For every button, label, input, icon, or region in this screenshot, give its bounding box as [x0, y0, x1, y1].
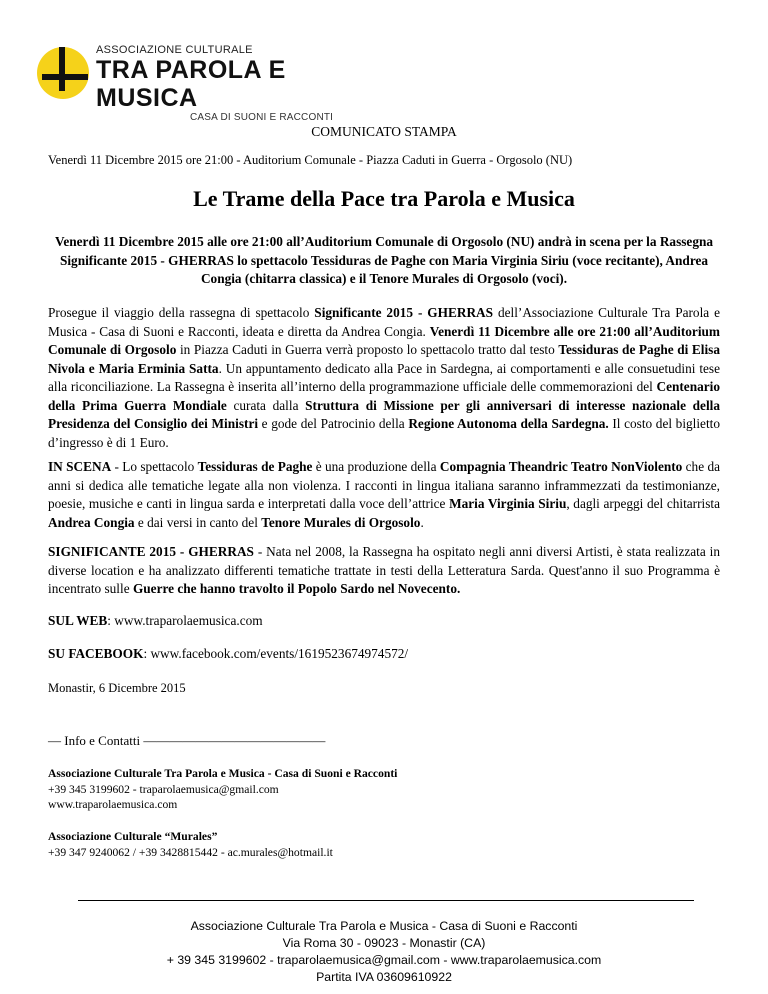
contact-phone-email[interactable]: +39 347 9240062 / +39 3428815442 - ac.murales@hotmail.it: [48, 845, 333, 859]
page-title: Le Trame della Pace tra Parola e Musica: [193, 186, 575, 211]
web-label: SUL WEB: [48, 613, 108, 628]
footer: [0, 918, 768, 986]
web-link-line[interactable]: [48, 612, 720, 631]
logo: [36, 44, 356, 123]
footer-divider: [78, 900, 694, 901]
paragraph-intro: Prosegue il viaggio della rassegna di spettacolo Significante 2015 - GHERRAS dell’Associazione Culturale Tra Parola e Musica - Casa di Suoni e Racconti, ideata e diretta da Andrea Congia. Venerdì 11 Dicembre alle ore 21:00 all’Auditorium Comunale di Orgosolo in Piazza Caduti in Guerra verrà proposto lo spettacolo tratto dal testo Tessiduras de Paghe di Elisa Nivola e Maria Erminia Satta. Un appuntamento dedicato alla Pace in Sardegna, ai comportamenti e alle consuetudini tese alla riconciliazione. La Rassegna è inserita all’interno della programmazione ufficiale delle commemorazioni del Centenario della Prima Guerra Mondiale curata dalla Struttura di Missione per gli anniversari di interesse nazionale della Presidenza del Consiglio dei Ministri e gode del Patrocinio della Regione Autonoma della Sardegna. Il costo del biglietto d’ingresso è di 1 Euro.: [48, 305, 721, 450]
paragraph-significante: SIGNIFICANTE 2015 - GHERRAS - Nata nel 2008, la Rassegna ha ospitato negli anni diversi Artisti, è stata realizzata in diverse location e ha analizzato differenti tematiche trattate in testi della Letteratura Sarda. Quest'anno il suo Programma è incentrato sulle Guerre che hanno travolto il Popolo Sardo nel Novecento.: [48, 544, 720, 596]
contact-name: Associazione Culturale “Murales”: [48, 830, 218, 843]
contact-website[interactable]: www.traparolaemusica.com: [48, 798, 178, 811]
facebook-url[interactable]: : www.facebook.com/events/1619523674974572/: [143, 646, 409, 661]
footer-vat: Partita IVA 03609610922: [316, 970, 452, 984]
logo-sub-line: CASA DI SUONI E RACCONTI: [190, 112, 334, 123]
info-heading: — Info e Contatti ——————————————: [48, 733, 326, 748]
logo-top-line: ASSOCIAZIONE CULTURALE: [96, 44, 253, 56]
contact-phone-email[interactable]: +39 345 3199602 - traparolaemusica@gmail.com: [48, 782, 279, 796]
footer-contacts: + 39 345 3199602 - traparolaemusica@gmail.com - www.traparolaemusica.com: [166, 953, 602, 967]
logo-mark-icon: [36, 44, 92, 100]
paragraph-in-scena: IN SCENA - Lo spettacolo Tessiduras de Paghe è una produzione della Compagnia Theandric Teatro NonViolento che da anni si dedica alle tematiche legate alla non violenza. I racconti in lingua italiana saranno inframmezzati da testimonianze, poesie, musiche e canti in lingua sarda e interpretati dalla voce dell’attrice Maria Virginia Siriu, dagli arpeggi del chitarrista Andrea Congia e dai versi in canto del Tenore Murales di Orgosolo.: [48, 459, 720, 530]
contact-name: Associazione Culturale Tra Parola e Musica - Casa di Suoni e Racconti: [48, 767, 398, 780]
lead-paragraph: Venerdì 11 Dicembre 2015 alle ore 21:00 all’Auditorium Comunale di Orgosolo (NU) andrà in scena per la Rassegna Significante 2015 - GHERRAS lo spettacolo Tessiduras de Paghe con Maria Virginia Siriu (voce recitante), Andrea Congia (chitarra classica) e il Tenore Murales di Orgosolo (voci).: [54, 234, 714, 286]
press-release-label: COMUNICATO STAMPA: [311, 124, 457, 139]
footer-address: Via Roma 30 - 09023 - Monastir (CA): [282, 936, 486, 950]
logo-main-line: TRA PAROLA E MUSICA: [96, 56, 286, 112]
facebook-link-line[interactable]: [48, 645, 720, 664]
contact-block-murales: [48, 829, 333, 860]
contact-block-tra-parola: [48, 766, 397, 813]
event-line: Venerdì 11 Dicembre 2015 ore 21:00 - Auditorium Comunale - Piazza Caduti in Guerra - Orgosolo (NU): [48, 153, 573, 167]
facebook-label: SU FACEBOOK: [48, 646, 144, 661]
footer-name: Associazione Culturale Tra Parola e Musica - Casa di Suoni e Racconti: [190, 919, 578, 933]
logo-text: [96, 44, 356, 123]
web-url[interactable]: : www.traparolaemusica.com: [107, 613, 263, 628]
place-date: Monastir, 6 Dicembre 2015: [48, 681, 186, 695]
